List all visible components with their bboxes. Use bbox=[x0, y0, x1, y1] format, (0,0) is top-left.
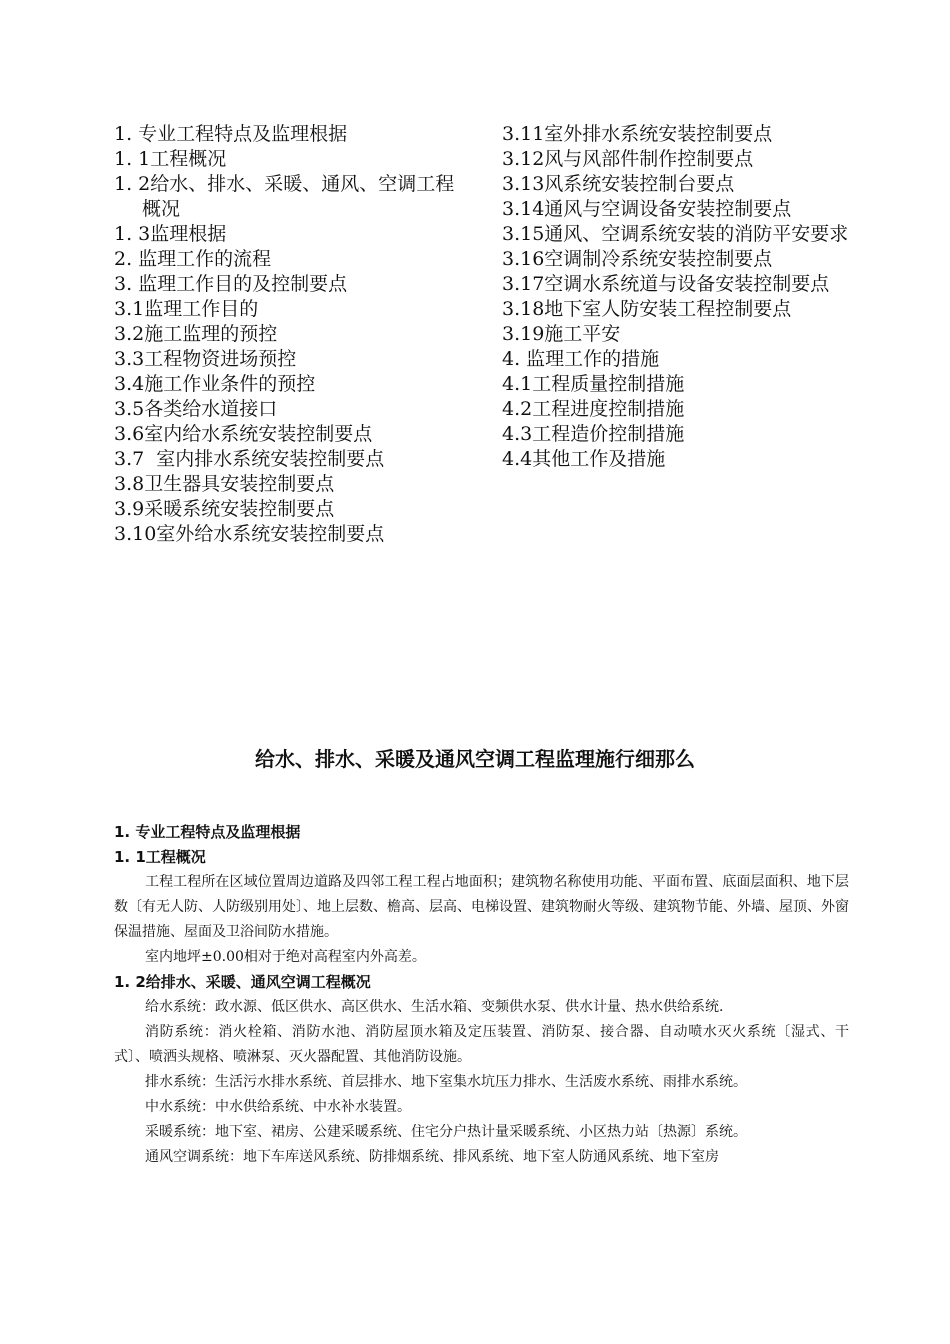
toc-item: 3.13风系统安装控制台要点 bbox=[502, 173, 735, 195]
toc-item: 3.7 室内排水系统安装控制要点 bbox=[114, 448, 385, 470]
toc-left-column bbox=[114, 122, 470, 547]
toc-item: 3.18地下室人防安装工程控制要点 bbox=[502, 298, 792, 320]
toc-item: 3.15通风、空调系统安装的消防平安要求 bbox=[502, 223, 849, 245]
toc-item: 3.5各类给水道接口 bbox=[114, 398, 278, 420]
body-paragraph: 通风空调系统：地下车库送风系统、防排烟系统、排风系统、地下室人防通风系统、地下室房 bbox=[145, 1149, 719, 1165]
body-paragraph: 给水系统：政水源、低区供水、高区供水、生活水箱、变频供水泵、供水计量、热水供给系统. bbox=[145, 999, 724, 1015]
toc-item: 4.1工程质量控制措施 bbox=[502, 373, 685, 395]
body-paragraph: 中水系统：中水供给系统、中水补水装置。 bbox=[145, 1099, 411, 1115]
toc-item: 3. 监理工作目的及控制要点 bbox=[114, 273, 348, 295]
toc-item: 1. 1工程概况 bbox=[114, 148, 227, 170]
subsection-heading: 1. 1工程概况 bbox=[114, 848, 206, 866]
document-body bbox=[114, 820, 849, 1170]
table-of-contents bbox=[114, 122, 854, 547]
toc-item: 3.12风与风部件制作控制要点 bbox=[502, 148, 754, 170]
toc-item: 3.10室外给水系统安装控制要点 bbox=[114, 523, 385, 545]
toc-item: 3.9采暖系统安装控制要点 bbox=[114, 498, 335, 520]
subsection-heading: 1. 2给排水、采暖、通风空调工程概况 bbox=[114, 973, 371, 991]
toc-item: 3.3工程物资进场预控 bbox=[114, 348, 297, 370]
toc-item: 1. 2给水、排水、采暖、通风、空调工程概况 bbox=[114, 173, 455, 220]
toc-item: 3.17空调水系统道与设备安装控制要点 bbox=[502, 273, 830, 295]
toc-item: 3.4施工作业条件的预控 bbox=[114, 373, 316, 395]
toc-item: 4.4其他工作及措施 bbox=[502, 448, 666, 470]
toc-item: 3.1监理工作目的 bbox=[114, 298, 259, 320]
body-paragraph: 室内地坪±0.00相对于绝对高程室内外高差。 bbox=[145, 949, 426, 965]
toc-item: 3.16空调制冷系统安装控制要点 bbox=[502, 248, 773, 270]
toc-item: 4.3工程造价控制措施 bbox=[502, 423, 685, 445]
toc-item: 2. 监理工作的流程 bbox=[114, 248, 272, 270]
toc-item: 3.8卫生器具安装控制要点 bbox=[114, 473, 335, 495]
document-title: 给水、排水、采暖及通风空调工程监理施行细那么 bbox=[255, 747, 695, 771]
toc-item: 3.19施工平安 bbox=[502, 323, 621, 345]
body-paragraph: 工程工程所在区域位置周边道路及四邻工程工程占地面积；建筑物名称使用功能、平面布置、底面层面积、地下层数〔有无人防、人防级别用处〕、地上层数、檐高、层高、电梯设置、建筑物耐火等级、建筑物节能、外墙、屋顶、外窗保温措施、屋面及卫浴间防水措施。 bbox=[114, 874, 849, 940]
body-paragraph: 排水系统：生活污水排水系统、首层排水、地下室集水坑压力排水、生活废水系统、雨排水系统。 bbox=[145, 1074, 747, 1090]
toc-item: 4.2工程进度控制措施 bbox=[502, 398, 685, 420]
toc-item: 4. 监理工作的措施 bbox=[502, 348, 660, 370]
toc-item: 3.6室内给水系统安装控制要点 bbox=[114, 423, 373, 445]
toc-item: 3.2施工监理的预控 bbox=[114, 323, 278, 345]
toc-right-column bbox=[502, 122, 854, 547]
toc-item: 3.11室外排水系统安装控制要点 bbox=[502, 123, 773, 145]
body-paragraph: 采暖系统：地下室、裙房、公建采暖系统、住宅分户热计量采暖系统、小区热力站〔热源〕系统。 bbox=[145, 1124, 747, 1140]
body-paragraph: 消防系统：消火栓箱、消防水池、消防屋顶水箱及定压装置、消防泵、接合器、自动喷水灭火系统〔湿式、干式〕、喷洒头规格、喷淋泵、灭火器配置、其他消防设施。 bbox=[114, 1024, 849, 1065]
toc-item: 1. 3监理根据 bbox=[114, 223, 227, 245]
section-heading: 1. 专业工程特点及监理根据 bbox=[114, 823, 301, 841]
toc-item: 3.14通风与空调设备安装控制要点 bbox=[502, 198, 792, 220]
toc-item: 1. 专业工程特点及监理根据 bbox=[114, 123, 348, 145]
